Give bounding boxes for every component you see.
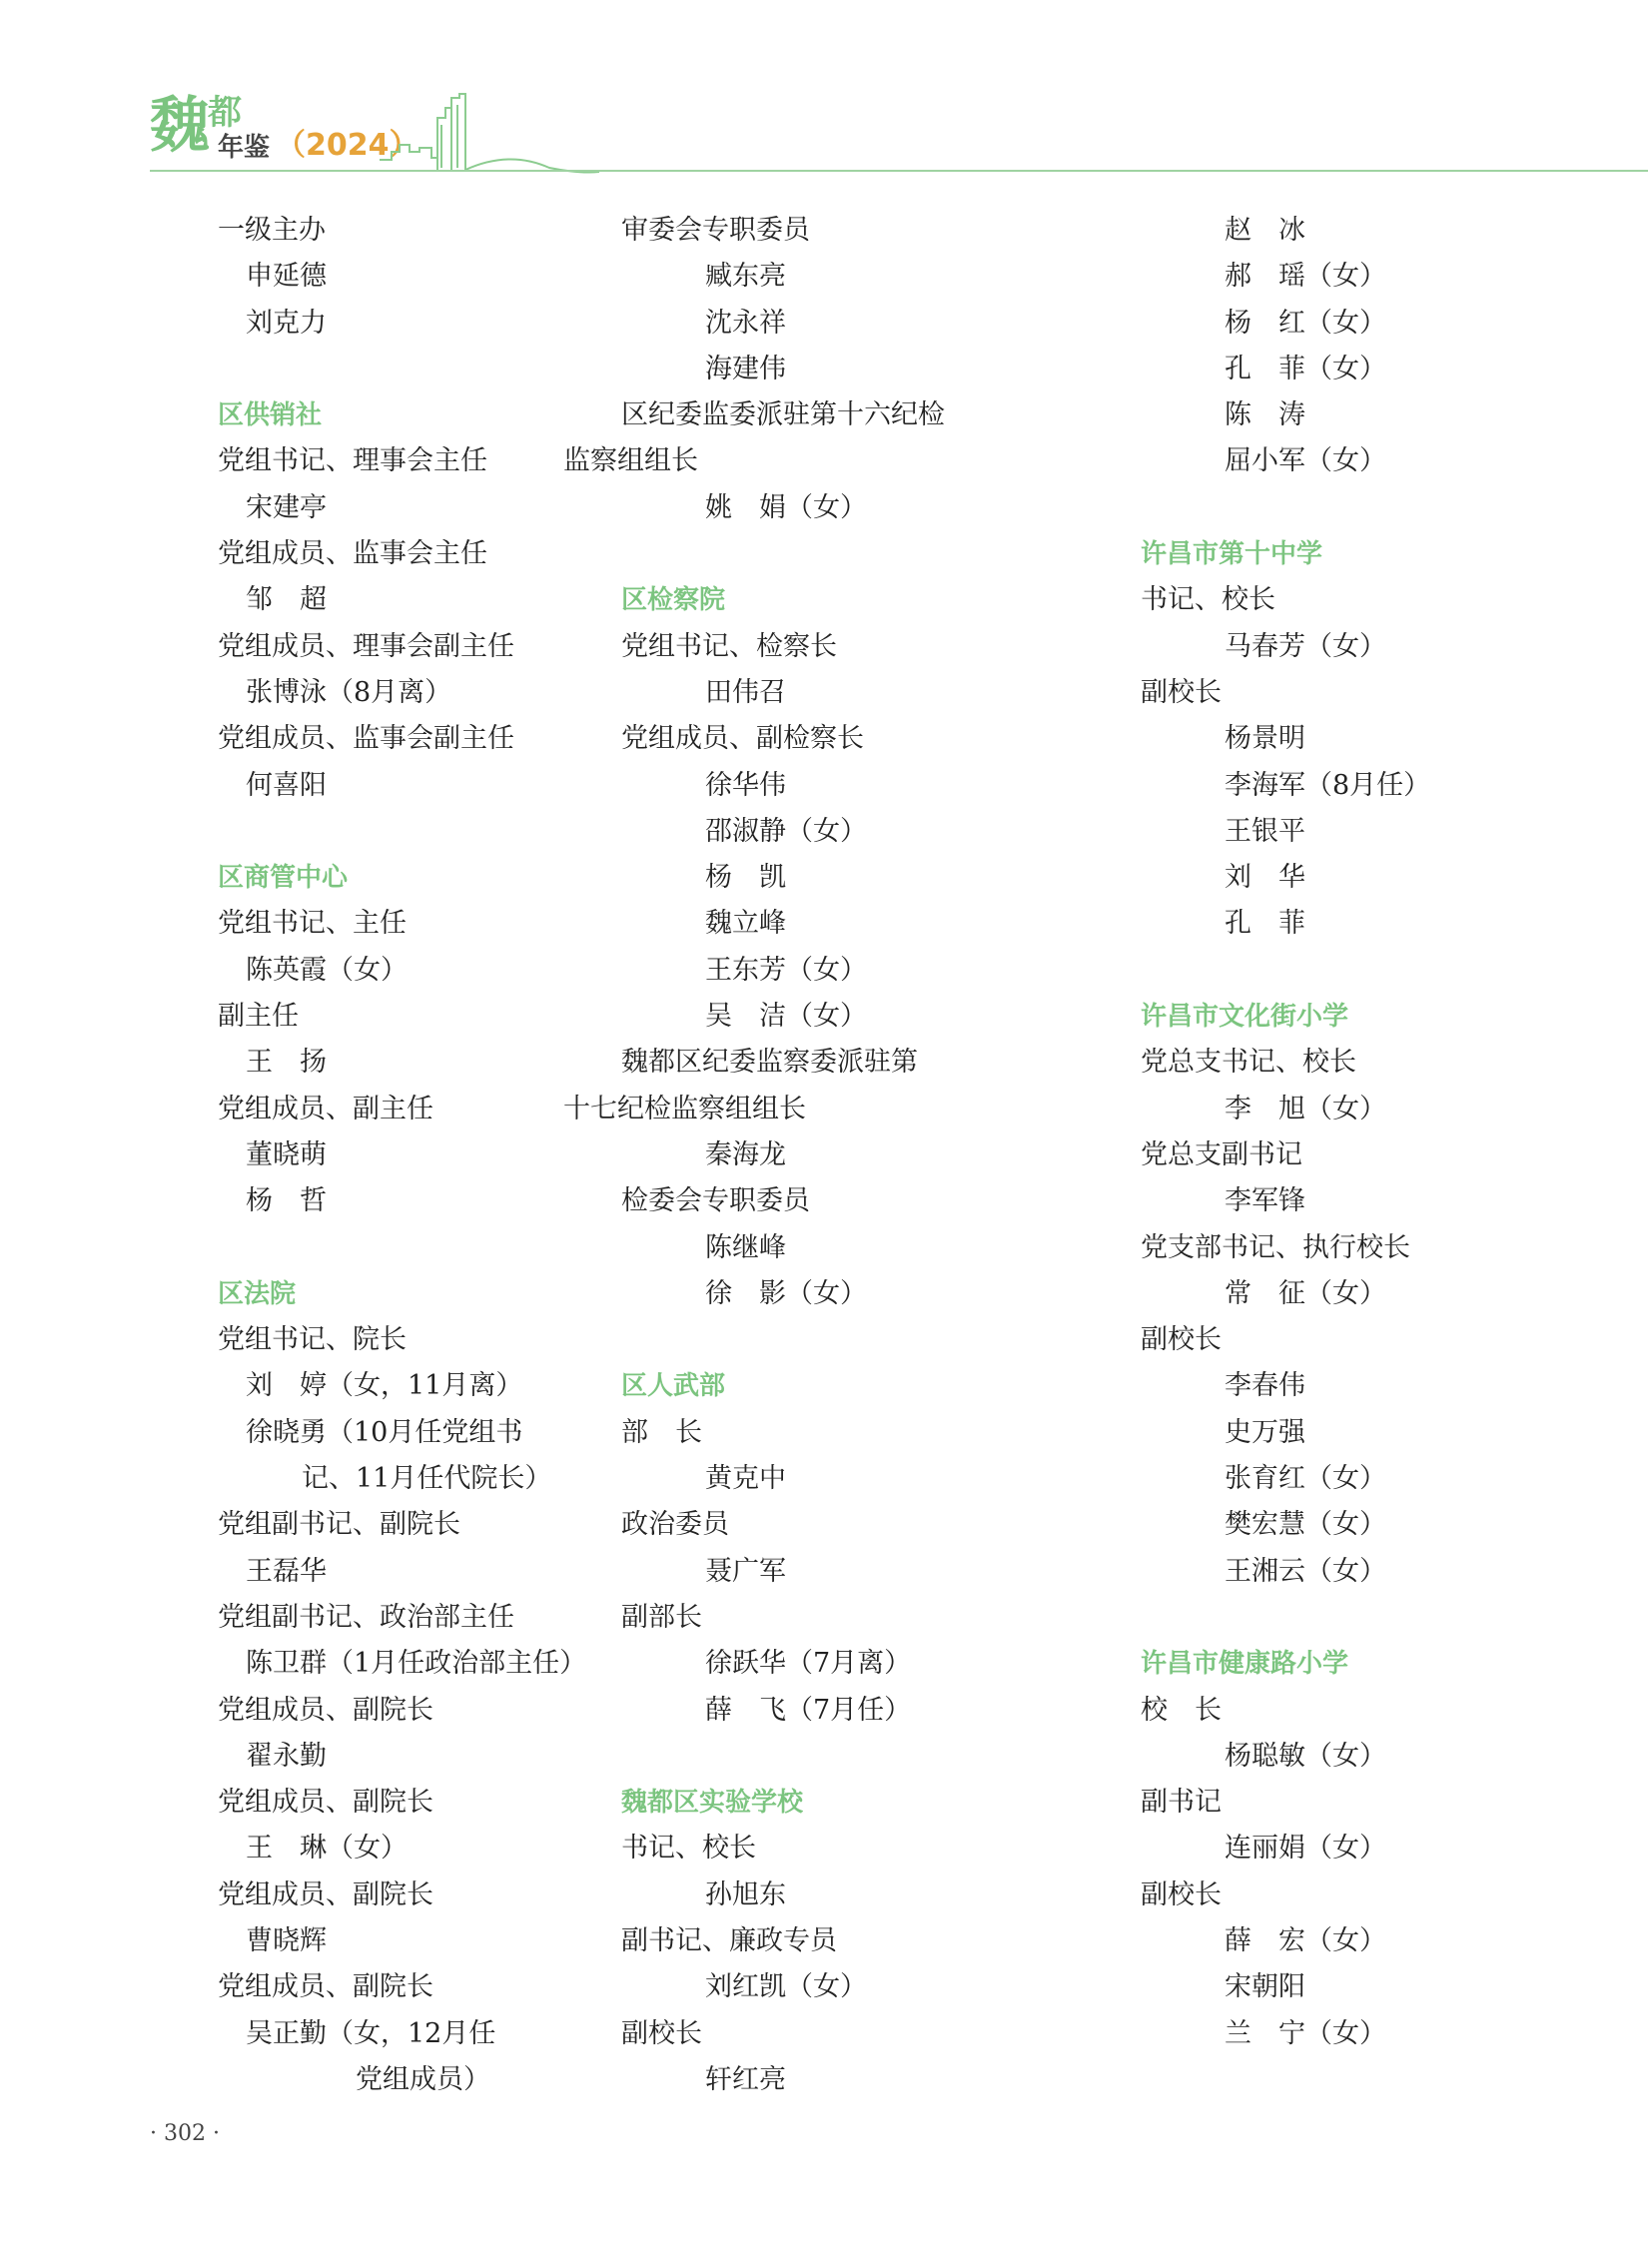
list-item: 杨 哲 [246, 1185, 327, 1217]
column-2 [563, 208, 1061, 2103]
section-heading: 魏都区实验学校 [621, 1788, 804, 1819]
list-item: 聂广军 [705, 1555, 786, 1587]
list-item: 党组书记、主任 [218, 908, 407, 940]
list-item: 十七纪检监察组组长 [563, 1093, 806, 1124]
list-item: 党组成员、理事会副主任 [218, 630, 514, 662]
list-item: 孔 菲（女） [1225, 353, 1386, 384]
list-item: 党支部书记、执行校长 [1141, 1231, 1410, 1263]
list-item: 张博泳（8月离） [246, 676, 452, 708]
list-item: 党组成员、监事会副主任 [218, 723, 514, 755]
list-item: 何喜阳 [246, 769, 327, 801]
list-item: 党组书记、院长 [218, 1324, 407, 1356]
list-item: 杨 红（女） [1225, 307, 1386, 339]
list-item: 翟永勤 [246, 1740, 327, 1772]
list-item: 徐晓勇（10月任党组书 [246, 1416, 523, 1448]
list-item: 邹 超 [246, 584, 327, 616]
list-item: 党组成员） [356, 2063, 490, 2095]
list-item: 樊宏慧（女） [1225, 1509, 1386, 1541]
section-heading: 区检察院 [621, 585, 726, 616]
list-item: 郝 瑶（女） [1225, 261, 1386, 293]
list-item: 申延德 [246, 261, 327, 293]
list-item: 徐 影（女） [705, 1277, 867, 1309]
list-item: 校 长 [1141, 1694, 1222, 1726]
section-heading: 区商管中心 [218, 863, 349, 894]
list-item: 邵淑静（女） [705, 815, 867, 847]
list-item: 党组成员、副主任 [218, 1093, 433, 1124]
list-item: 陈卫群（1月任政治部主任） [246, 1648, 587, 1680]
logo-du: 都 [208, 93, 242, 133]
list-item: 副校长 [1141, 1324, 1222, 1356]
list-item: 沈永祥 [705, 307, 786, 339]
list-item: 政治委员 [621, 1509, 729, 1541]
list-item: 党组成员、监事会主任 [218, 538, 487, 570]
header-divider [150, 170, 1648, 172]
list-item: 区纪委监委派驻第十六纪检 [621, 399, 945, 431]
spacer [621, 531, 1061, 577]
list-item: 马春芳（女） [1225, 630, 1386, 662]
section-heading: 区供销社 [218, 400, 323, 431]
list-item: 李海军（8月任） [1225, 769, 1431, 801]
spacer [218, 1225, 607, 1271]
list-item: 海建伟 [705, 353, 786, 384]
list-item: 王磊华 [246, 1555, 327, 1587]
list-item: 杨景明 [1225, 723, 1305, 755]
list-item: 王东芳（女） [705, 954, 867, 986]
list-item: 刘克力 [246, 307, 327, 339]
list-item: 臧东亮 [705, 261, 786, 293]
list-item: 党总支副书记 [1141, 1138, 1302, 1170]
spacer [218, 347, 607, 392]
list-item: 常 征（女） [1225, 1277, 1386, 1309]
list-item: 监察组组长 [563, 445, 698, 477]
list-item: 党组书记、检察长 [621, 630, 837, 662]
spacer [621, 1734, 1061, 1780]
list-item: 陈继峰 [705, 1231, 786, 1263]
spacer [621, 1317, 1061, 1363]
list-item: 刘 婷（女，11月离） [246, 1370, 523, 1402]
list-item: 徐华伟 [705, 769, 786, 801]
list-item: 吴正勤（女，12月任 [246, 2017, 496, 2049]
logo-nianjian: 年鉴 [218, 133, 271, 163]
list-item: 宋朝阳 [1225, 1971, 1305, 2003]
page-number: · 302 · [150, 2121, 220, 2146]
list-item: 魏都区纪委监察委派驻第 [621, 1047, 918, 1079]
list-item: 姚 娟（女） [705, 491, 867, 523]
list-item: 副部长 [621, 1601, 702, 1633]
list-item: 黄克中 [705, 1463, 786, 1495]
logo-wei: 魏 [150, 91, 210, 161]
column-1 [218, 208, 607, 2103]
list-item: 书记、校长 [621, 1833, 756, 1865]
list-item: 刘 华 [1225, 862, 1305, 894]
skyline-icon [380, 90, 599, 175]
list-item: 李 旭（女） [1225, 1093, 1386, 1124]
list-item: 审委会专职委员 [621, 215, 810, 246]
list-item: 杨聪敏（女） [1225, 1740, 1386, 1772]
list-item: 副书记 [1141, 1787, 1222, 1819]
list-item: 党组书记、理事会主任 [218, 445, 487, 477]
list-item: 曹晓辉 [246, 1924, 327, 1956]
spacer [218, 809, 607, 855]
list-item: 党总支书记、校长 [1141, 1047, 1356, 1079]
list-item: 魏立峰 [705, 908, 786, 940]
section-heading: 区人武部 [621, 1371, 726, 1402]
list-item: 杨 凯 [705, 862, 786, 894]
list-item: 张育红（女） [1225, 1463, 1386, 1495]
list-item: 孔 菲 [1225, 908, 1305, 940]
list-item: 刘红凯（女） [705, 1971, 867, 2003]
list-item: 吴 洁（女） [705, 1001, 867, 1033]
list-item: 一级主办 [218, 215, 326, 246]
list-item: 王 扬 [246, 1047, 327, 1079]
list-item: 副校长 [621, 2017, 702, 2049]
spacer [1141, 1595, 1640, 1641]
list-item: 副主任 [218, 1001, 299, 1033]
list-item: 陈英霞（女） [246, 954, 408, 986]
list-item: 兰 宁（女） [1225, 2017, 1386, 2049]
list-item: 徐跃华（7月离） [705, 1648, 912, 1680]
spacer [1141, 485, 1640, 531]
list-item: 轩红亮 [705, 2063, 786, 2095]
logo-year: （2024） [276, 128, 419, 163]
spacer [1141, 948, 1640, 994]
list-item: 李春伟 [1225, 1370, 1305, 1402]
list-item: 连丽娟（女） [1225, 1833, 1386, 1865]
list-item: 部 长 [621, 1416, 702, 1448]
list-item: 党组副书记、副院长 [218, 1509, 460, 1541]
list-item: 党组成员、副院长 [218, 1787, 433, 1819]
list-item: 党组成员、副院长 [218, 1971, 433, 2003]
list-item: 屈小军（女） [1225, 445, 1386, 477]
list-item: 赵 冰 [1225, 215, 1305, 246]
list-item: 记、11月任代院长） [302, 1463, 552, 1495]
list-item: 书记、校长 [1141, 584, 1275, 616]
list-item: 副校长 [1141, 1878, 1222, 1910]
list-item: 副校长 [1141, 676, 1222, 708]
list-item: 陈 涛 [1225, 399, 1305, 431]
section-heading: 许昌市健康路小学 [1141, 1649, 1349, 1680]
list-item: 秦海龙 [705, 1138, 786, 1170]
list-item: 副书记、廉政专员 [621, 1924, 837, 1956]
list-item: 党组副书记、政治部主任 [218, 1601, 514, 1633]
list-item: 田伟召 [705, 676, 786, 708]
list-item: 薛 宏（女） [1225, 1924, 1386, 1956]
list-item: 李军锋 [1225, 1185, 1305, 1217]
list-item: 王 琳（女） [246, 1833, 408, 1865]
list-item: 王湘云（女） [1225, 1555, 1386, 1587]
column-3 [1141, 208, 1640, 2057]
list-item: 党组成员、副检察长 [621, 723, 864, 755]
list-item: 史万强 [1225, 1416, 1305, 1448]
list-item: 王银平 [1225, 815, 1305, 847]
list-item: 董晓萌 [246, 1138, 327, 1170]
list-item: 党组成员、副院长 [218, 1878, 433, 1910]
list-item: 党组成员、副院长 [218, 1694, 433, 1726]
section-heading: 区法院 [218, 1278, 297, 1309]
list-item: 孙旭东 [705, 1878, 786, 1910]
section-heading: 许昌市文化街小学 [1141, 1002, 1349, 1033]
list-item: 检委会专职委员 [621, 1185, 810, 1217]
section-heading: 许昌市第十中学 [1141, 539, 1323, 570]
page-header [0, 0, 1652, 190]
list-item: 薛 飞（7月任） [705, 1694, 912, 1726]
list-item: 宋建亭 [246, 491, 327, 523]
